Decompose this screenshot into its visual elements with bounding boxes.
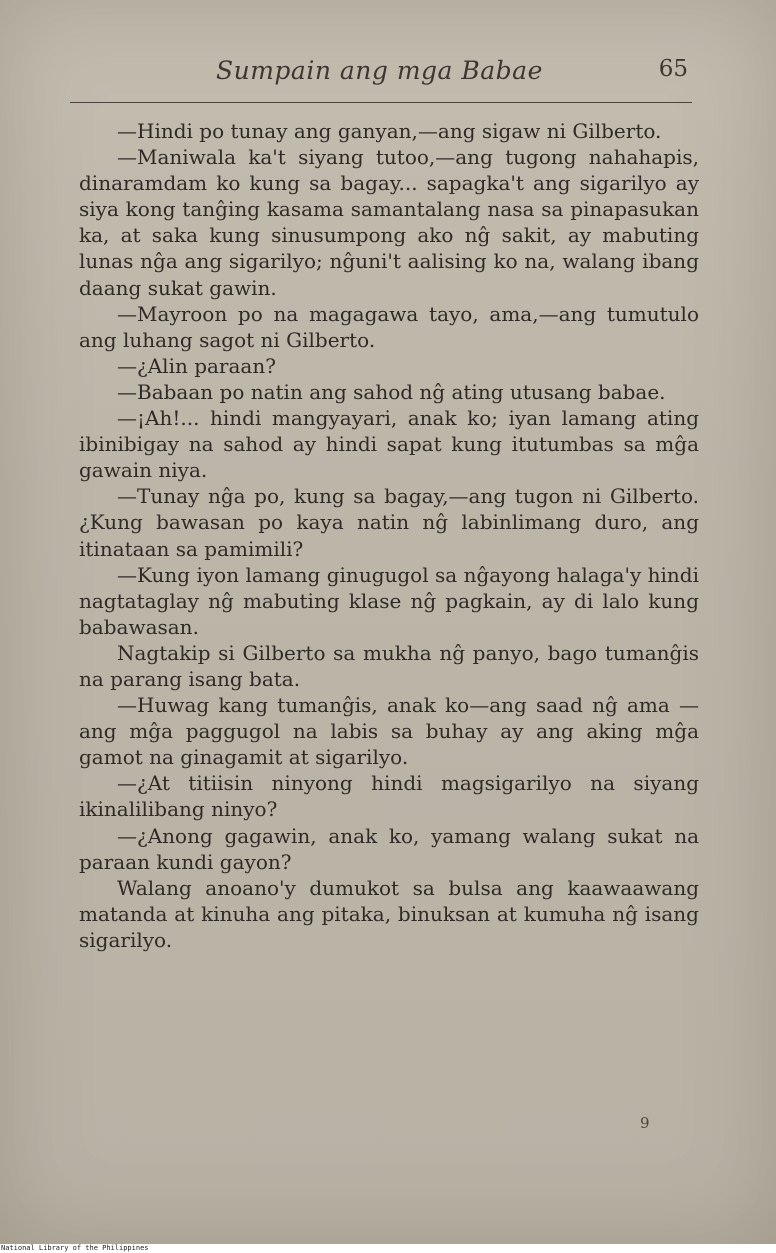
paragraph: —Maniwala ka't siyang tutoo,—ang tugong nahahapis, dinaramdam ko kung sa bagay... sapagka't ang sigarilyo ay siya kong tanĝing kasama samantalang nasa sa pinapasukan ka, at saka kung sinusumpong ako nĝ sakit, ay mabuting lunas nĝa ang sigarilyo; nĝuni't aalising ko na, walang ibang daang sukat gawin. [79,145,699,300]
page-number: 65 [658,56,688,82]
body-text [79,118,699,953]
paragraph: Walang anoano'y dumukot sa bulsa ang kaawaawang matanda at kinuha ang pitaka, binuksan at kumuha nĝ isang sigarilyo. [79,875,699,952]
library-credit: National Library of the Philippines [1,1244,149,1252]
paragraph: —Huwag kang tumanĝis, anak ko—ang saad nĝ ama —ang mĝa paggugol na labis sa buhay ay ang aking mĝa gamot na ginagamit at sigarilyo. [79,693,699,770]
paragraph: —¿At titiisin ninyong hindi magsigarilyo na siyang ikinalilibang ninyo? [79,771,699,822]
paragraph: —¿Anong gagawin, anak ko, yamang walang sukat na paraan kundi gayon? [79,823,699,874]
paragraph: Nagtakip si Gilberto sa mukha nĝ panyo, bago tumanĝis na parang isang bata. [79,640,699,691]
running-title: Sumpain ang mga Babae [216,56,543,85]
page-header [70,52,692,103]
paragraph: —Hindi po tunay ang ganyan,—ang sigaw ni Gilberto. [117,119,662,143]
paragraph: —¿Alin paraan? [117,353,276,378]
paragraph: —Kung iyon lamang ginugugol sa nĝayong halaga'y hindi nagtataglay nĝ mabuting klase nĝ pagkain, ay di lalo kung babawasan. [79,562,699,639]
paragraph: —Tunay nĝa po, kung sa bagay,—ang tugon ni Gilberto. ¿Kung bawasan po kaya natin nĝ labinlimang duro, ang itinataan sa pamimili? [79,484,699,561]
paragraph: —¡Ah!... hindi mangyayari, anak ko; iyan lamang ating ibinibigay na sahod ay hindi sapat kung itutumbas sa mĝa gawain niya. [79,406,699,483]
signature-mark: 9 [640,1114,650,1132]
paragraph: —Babaan po natin ang sahod nĝ ating utusang babae. [117,379,666,404]
paragraph: —Mayroon po na magagawa tayo, ama,—ang tumutulo ang luhang sagot ni Gilberto. [79,301,699,352]
